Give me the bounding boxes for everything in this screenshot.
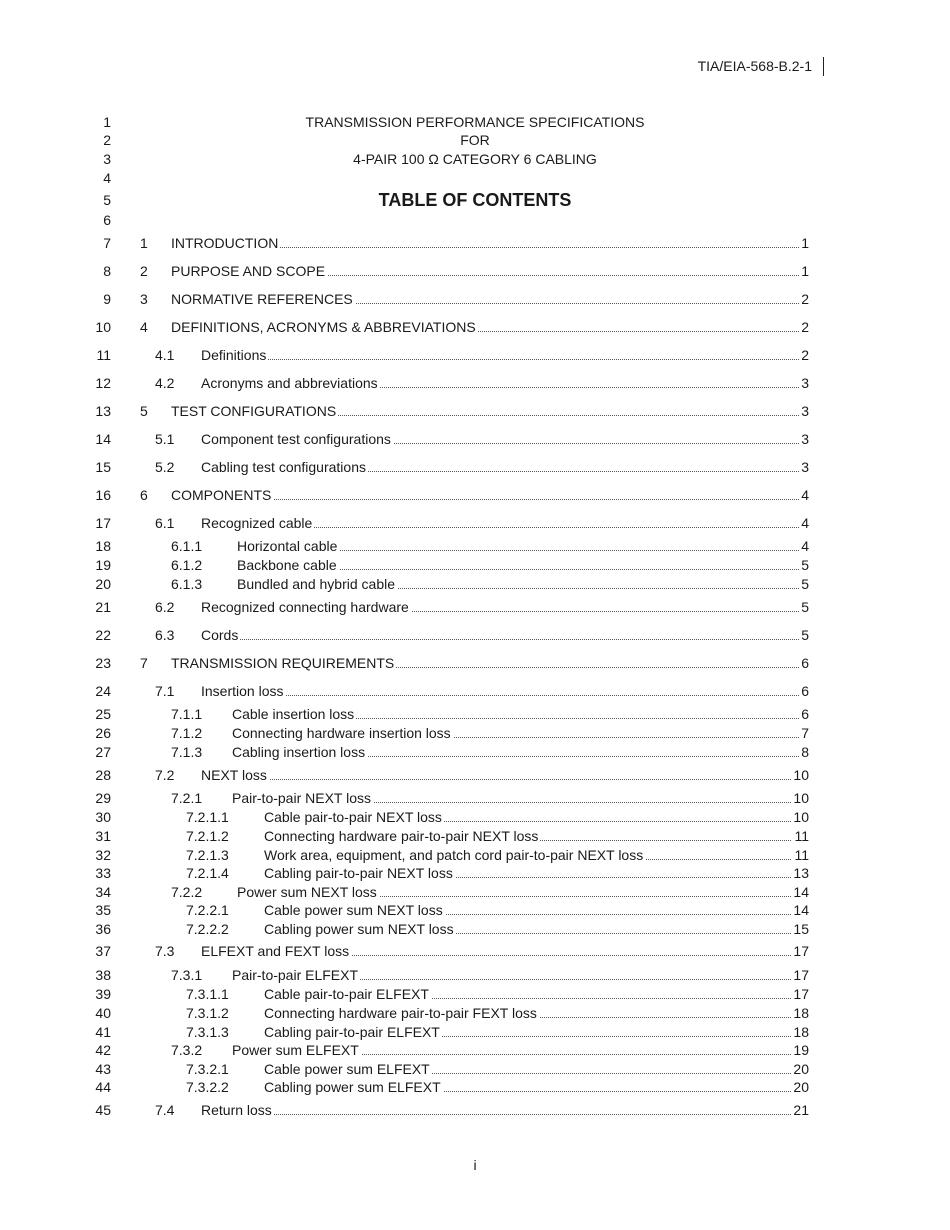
line-number: 10: [95, 319, 111, 335]
toc-section-title[interactable]: Cabling power sum ELFEXT: [264, 1079, 441, 1095]
toc-entry[interactable]: [0, 743, 950, 761]
line-number: 39: [95, 986, 111, 1002]
toc-entry[interactable]: [0, 262, 950, 280]
doc-title: TRANSMISSION PERFORMANCE SPECIFICATIONS: [305, 114, 645, 130]
toc-section-number: 6: [140, 487, 148, 503]
toc-section-number: 7.2.2.1: [186, 902, 229, 918]
toc-page-number[interactable]: 3: [801, 403, 809, 419]
toc-section-title[interactable]: NEXT loss: [201, 767, 267, 783]
toc-section-number: 7.1: [155, 683, 175, 699]
line-number: 33: [95, 865, 111, 881]
toc-section-title[interactable]: Recognized connecting hardware: [201, 599, 409, 615]
toc-section-number: 7.2.1: [171, 790, 203, 806]
toc-page-number[interactable]: 1: [801, 263, 809, 279]
toc-entry[interactable]: [0, 682, 950, 700]
toc-section-title[interactable]: Cabling power sum NEXT loss: [264, 921, 454, 937]
line-number: 28: [95, 767, 111, 783]
toc-section-title[interactable]: ELFEXT and FEXT loss: [201, 943, 350, 959]
toc-entry[interactable]: [0, 537, 950, 555]
toc-section-title[interactable]: Power sum NEXT loss: [237, 884, 377, 900]
line-number: 8: [103, 263, 111, 279]
line-number: 17: [95, 515, 111, 531]
toc-leader-dots: [201, 778, 809, 780]
toc-page-number[interactable]: 17: [793, 967, 809, 983]
toc-section-number: 7.2: [155, 767, 175, 783]
toc-entry[interactable]: [0, 846, 950, 864]
doc-code-header: TIA/EIA-568-B.2-1: [697, 58, 812, 74]
toc-page-number[interactable]: 18: [793, 1005, 809, 1021]
line-number: 12: [95, 375, 111, 391]
toc-page-number[interactable]: 13: [793, 865, 809, 881]
title-line-1: [0, 113, 950, 131]
line-number: 32: [95, 847, 111, 863]
line-number: 13: [95, 403, 111, 419]
toc-entry[interactable]: [0, 724, 950, 742]
doc-subtitle: 4-PAIR 100 Ω CATEGORY 6 CABLING: [353, 151, 597, 167]
toc-section-number: 6.2: [155, 599, 175, 615]
line-number: 15: [95, 459, 111, 475]
toc-page-number[interactable]: 4: [801, 515, 809, 531]
line-number: 25: [95, 706, 111, 722]
toc-section-number: 5.1: [155, 431, 175, 447]
line-number: 20: [95, 576, 111, 592]
title-line-5: [0, 189, 950, 210]
toc-section-title[interactable]: Cabling insertion loss: [232, 744, 366, 760]
line-number: 31: [95, 828, 111, 844]
toc-section-title[interactable]: Return loss: [201, 1102, 272, 1118]
toc-entry[interactable]: [0, 827, 950, 845]
toc-entry[interactable]: [0, 402, 950, 420]
toc-entry[interactable]: [0, 1060, 950, 1078]
toc-section-number: 7.1.3: [171, 744, 203, 760]
toc-section-title[interactable]: Cabling pair-to-pair NEXT loss: [264, 865, 453, 881]
line-number: 42: [95, 1042, 111, 1058]
toc-section-title[interactable]: Component test configurations: [201, 431, 391, 447]
toc-section-title[interactable]: Cabling test configurations: [201, 459, 366, 475]
line-number: 23: [95, 655, 111, 671]
toc-section-title[interactable]: Acronyms and abbreviations: [201, 375, 378, 391]
toc-page-number[interactable]: 6: [801, 683, 809, 699]
line-number: 5: [103, 192, 111, 208]
toc-heading: TABLE OF CONTENTS: [378, 190, 572, 210]
line-number: 11: [96, 347, 111, 363]
line-number: 40: [95, 1005, 111, 1021]
line-number: 14: [95, 431, 111, 447]
toc-page-number[interactable]: 14: [793, 902, 809, 918]
toc-page-number[interactable]: 20: [793, 1079, 809, 1095]
toc-section-number: 6.1.3: [171, 576, 203, 592]
toc-section-number: 5.2: [155, 459, 175, 475]
toc-entry[interactable]: [0, 458, 950, 476]
toc-section-title[interactable]: Recognized cable: [201, 515, 313, 531]
toc-section-number: 6.1.2: [171, 557, 203, 573]
toc-entry[interactable]: [0, 985, 950, 1003]
toc-page-number[interactable]: 1: [801, 235, 809, 251]
toc-section-title[interactable]: Definitions: [201, 347, 267, 363]
toc-page-number[interactable]: 17: [793, 943, 809, 959]
toc-entry[interactable]: [0, 598, 950, 616]
line-number: 1: [103, 114, 111, 130]
toc-section-title[interactable]: Connecting hardware pair-to-pair NEXT loss: [264, 828, 539, 844]
toc-section-number: 7.1.2: [171, 725, 203, 741]
toc-section-number: 7.3.1: [171, 967, 203, 983]
toc-page-number[interactable]: 20: [793, 1061, 809, 1077]
toc-section-title[interactable]: Cable pair-to-pair ELFEXT: [264, 986, 429, 1002]
toc-page-number[interactable]: 6: [801, 706, 809, 722]
doc-title-for: FOR: [460, 132, 490, 148]
toc-entry[interactable]: [0, 556, 950, 574]
toc-entry[interactable]: [0, 514, 950, 532]
toc-section-number: 7: [140, 655, 148, 671]
line-number: 43: [95, 1061, 111, 1077]
toc-section-title[interactable]: INTRODUCTION: [171, 235, 279, 251]
toc-section-number: 7.2.2: [171, 884, 203, 900]
toc-section-title[interactable]: Cable power sum NEXT loss: [264, 902, 443, 918]
toc-section-number: 4.2: [155, 375, 175, 391]
toc-page-number[interactable]: 18: [793, 1024, 809, 1040]
line-number: 27: [95, 744, 111, 760]
toc-section-title[interactable]: Cords: [201, 627, 239, 643]
line-number: 45: [95, 1102, 111, 1118]
toc-section-number: 5: [140, 403, 148, 419]
toc-entry[interactable]: [0, 1023, 950, 1041]
toc-page-number[interactable]: 2: [801, 319, 809, 335]
toc-section-number: 7.3.1.2: [186, 1005, 229, 1021]
toc-section-number: 7.2.1.1: [186, 809, 229, 825]
toc-page-number[interactable]: 3: [801, 431, 809, 447]
line-number: 18: [95, 538, 111, 554]
toc-page-number[interactable]: 21: [793, 1102, 809, 1118]
title-line-4: [0, 169, 950, 187]
toc-entry[interactable]: [0, 766, 950, 784]
toc-section-title[interactable]: PURPOSE AND SCOPE: [171, 263, 326, 279]
toc-section-title[interactable]: Insertion loss: [201, 683, 284, 699]
toc-entry[interactable]: [0, 1041, 950, 1059]
toc-page-number[interactable]: 10: [793, 790, 809, 806]
toc-entry[interactable]: [0, 234, 950, 252]
toc-section-title[interactable]: Connecting hardware pair-to-pair FEXT loss: [264, 1005, 537, 1021]
line-number: 9: [103, 291, 111, 307]
toc-entry[interactable]: [0, 1101, 950, 1119]
toc-page-number[interactable]: 11: [794, 828, 809, 844]
toc-leader-dots: [201, 1113, 809, 1115]
page-number-footer: i: [473, 1157, 477, 1173]
toc-section-title[interactable]: Cable pair-to-pair NEXT loss: [264, 809, 442, 825]
line-number: 30: [95, 809, 111, 825]
line-number: 38: [95, 967, 111, 983]
toc-entry[interactable]: [0, 654, 950, 672]
toc-page-number[interactable]: 14: [793, 884, 809, 900]
toc-entry[interactable]: [0, 942, 950, 960]
toc-entry[interactable]: [0, 486, 950, 504]
line-number: 19: [95, 557, 111, 573]
line-number: 2: [103, 132, 111, 148]
toc-section-number: 7.3: [155, 943, 175, 959]
toc-section-number: 7.1.1: [171, 706, 203, 722]
toc-section-number: 3: [140, 291, 148, 307]
toc-page-number[interactable]: 15: [793, 921, 809, 937]
toc-page-number[interactable]: 11: [794, 847, 809, 863]
toc-leader-dots: [201, 638, 809, 640]
toc-section-number: 7.3.2.1: [186, 1061, 229, 1077]
toc-section-title[interactable]: NORMATIVE REFERENCES: [171, 291, 353, 307]
toc-entry[interactable]: [0, 1078, 950, 1096]
line-number: 37: [95, 943, 111, 959]
line-number: 35: [95, 902, 111, 918]
toc-page-number[interactable]: 5: [801, 599, 809, 615]
toc-entry[interactable]: [0, 808, 950, 826]
toc-section-title[interactable]: Pair-to-pair ELFEXT: [232, 967, 359, 983]
toc-page-number[interactable]: 3: [801, 459, 809, 475]
toc-section-number: 6.1.1: [171, 538, 203, 554]
line-number: 3: [103, 151, 111, 167]
toc-entry[interactable]: [0, 290, 950, 308]
toc-section-title[interactable]: COMPONENTS: [171, 487, 272, 503]
toc-section-title[interactable]: Cabling pair-to-pair ELFEXT: [264, 1024, 440, 1040]
line-number: 29: [95, 790, 111, 806]
toc-page-number[interactable]: 6: [801, 655, 809, 671]
toc-section-title[interactable]: Cable power sum ELFEXT: [264, 1061, 430, 1077]
toc-section-number: 7.2.2.2: [186, 921, 229, 937]
toc-entry[interactable]: [0, 318, 950, 336]
toc-entry[interactable]: [0, 374, 950, 392]
toc-entry[interactable]: [0, 626, 950, 644]
line-number: 26: [95, 725, 111, 741]
line-number: 24: [95, 683, 111, 699]
toc-entry[interactable]: [0, 430, 950, 448]
toc-page-number[interactable]: 19: [793, 1042, 809, 1058]
toc-page-number[interactable]: 5: [801, 557, 809, 573]
toc-section-number: 6.3: [155, 627, 175, 643]
toc-page-number[interactable]: 8: [801, 744, 809, 760]
line-number: 7: [103, 235, 111, 251]
line-number: 16: [95, 487, 111, 503]
toc-section-title[interactable]: Cable insertion loss: [232, 706, 355, 722]
toc-section-number: 7.2.1.3: [186, 847, 229, 863]
title-line-2: [0, 131, 950, 149]
line-number: 4: [103, 170, 111, 186]
toc-entry[interactable]: [0, 1004, 950, 1022]
line-number: 21: [95, 599, 111, 615]
toc-section-number: 7.4: [155, 1102, 175, 1118]
toc-section-number: 4.1: [155, 347, 175, 363]
title-line-6: [0, 211, 950, 229]
toc-page-number[interactable]: 2: [801, 347, 809, 363]
line-number: 36: [95, 921, 111, 937]
toc-section-number: 7.2.1.2: [186, 828, 229, 844]
toc-page-number[interactable]: 4: [801, 487, 809, 503]
line-number: 44: [95, 1079, 111, 1095]
toc-entry[interactable]: [0, 920, 950, 938]
toc-section-number: 1: [140, 235, 148, 251]
line-number: 34: [95, 884, 111, 900]
toc-leader-dots: [201, 358, 809, 360]
line-number: 22: [95, 627, 111, 643]
toc-page-number[interactable]: 4: [801, 538, 809, 554]
toc-page-number[interactable]: 10: [793, 809, 809, 825]
toc-page-number[interactable]: 5: [801, 576, 809, 592]
toc-entry[interactable]: [0, 346, 950, 364]
toc-section-number: 7.2.1.4: [186, 865, 229, 881]
toc-section-title[interactable]: TRANSMISSION REQUIREMENTS: [171, 655, 395, 671]
title-line-3: [0, 150, 950, 168]
toc-section-title[interactable]: Horizontal cable: [237, 538, 338, 554]
toc-section-number: 2: [140, 263, 148, 279]
toc-section-number: 4: [140, 319, 148, 335]
toc-section-title[interactable]: Backbone cable: [237, 557, 337, 573]
toc-section-title[interactable]: Power sum ELFEXT: [232, 1042, 359, 1058]
toc-entry[interactable]: [0, 575, 950, 593]
toc-page-number[interactable]: 7: [801, 725, 809, 741]
toc-entry[interactable]: [0, 901, 950, 919]
toc-entry[interactable]: [0, 864, 950, 882]
toc-section-number: 7.3.1.3: [186, 1024, 229, 1040]
toc-entry[interactable]: [0, 966, 950, 984]
toc-page-number[interactable]: 17: [793, 986, 809, 1002]
line-number: 41: [95, 1024, 111, 1040]
toc-section-number: 7.3.2.2: [186, 1079, 229, 1095]
toc-leader-dots: [201, 694, 809, 696]
toc-section-title[interactable]: Work area, equipment, and patch cord pair-to-pair NEXT loss: [264, 847, 644, 863]
line-number: 6: [103, 212, 111, 228]
toc-page-number[interactable]: 10: [793, 767, 809, 783]
toc-section-number: 7.3.1.1: [186, 986, 229, 1002]
toc-section-number: 6.1: [155, 515, 175, 531]
toc-page-number[interactable]: 5: [801, 627, 809, 643]
toc-section-title[interactable]: Bundled and hybrid cable: [237, 576, 396, 592]
toc-page-number[interactable]: 2: [801, 291, 809, 307]
toc-entry[interactable]: [0, 883, 950, 901]
toc-section-title[interactable]: Pair-to-pair NEXT loss: [232, 790, 372, 806]
toc-section-title[interactable]: TEST CONFIGURATIONS: [171, 403, 337, 419]
toc-section-title[interactable]: Connecting hardware insertion loss: [232, 725, 451, 741]
toc-entry[interactable]: [0, 705, 950, 723]
toc-section-number: 7.3.2: [171, 1042, 203, 1058]
toc-section-title[interactable]: DEFINITIONS, ACRONYMS & ABBREVIATIONS: [171, 319, 476, 335]
toc-entry[interactable]: [0, 789, 950, 807]
toc-page-number[interactable]: 3: [801, 375, 809, 391]
change-bar: [823, 57, 824, 76]
